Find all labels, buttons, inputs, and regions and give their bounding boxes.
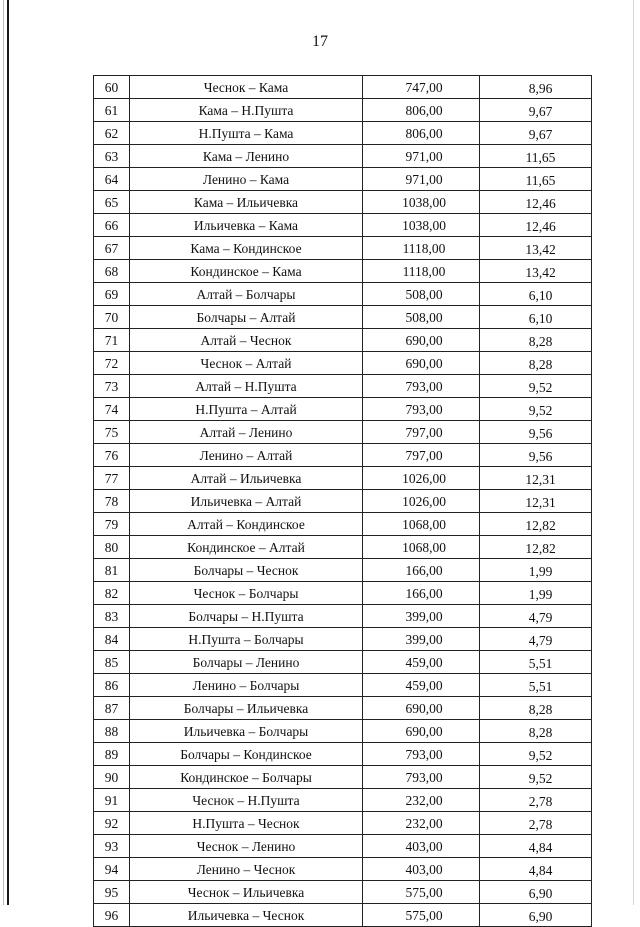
route-cell: Ильичевка – Алтай [130, 490, 363, 513]
fare-cell [480, 812, 592, 835]
distance-cell-text: 971,00 [405, 171, 443, 187]
fare-cell-text: 6,90 [528, 909, 553, 924]
distance-cell-text: 399,00 [405, 608, 443, 624]
fare-cell-text: 4,84 [528, 863, 553, 878]
row-number-cell: 82 [94, 582, 130, 605]
route-cell: Ленино – Чеснок [130, 858, 363, 881]
fare-cell-text: 1,99 [528, 587, 553, 602]
route-cell: Чеснок – Кама [130, 76, 363, 99]
table-row [94, 605, 592, 628]
fare-cell-text: 2,78 [528, 794, 553, 809]
distance-cell [363, 605, 480, 628]
table-row [94, 513, 592, 536]
distance-cell-text: 1118,00 [402, 263, 446, 279]
distance-cell [363, 122, 480, 145]
fare-cell-text: 1,99 [528, 564, 553, 579]
distance-cell-text: 1038,00 [402, 217, 446, 233]
route-cell: Кондинское – Кама [130, 260, 363, 283]
table-row [94, 352, 592, 375]
row-number-cell: 77 [94, 467, 130, 490]
fare-cell [480, 375, 592, 398]
distance-cell-text: 232,00 [405, 792, 443, 808]
row-number-cell: 95 [94, 881, 130, 904]
route-cell: Алтай – Ленино [130, 421, 363, 444]
fare-cell-text: 8,28 [528, 702, 553, 717]
fare-cell [480, 352, 592, 375]
route-cell: Чеснок – Ленино [130, 835, 363, 858]
row-number-cell: 66 [94, 214, 130, 237]
fare-cell [480, 214, 592, 237]
table-row [94, 421, 592, 444]
fare-cell [480, 789, 592, 812]
row-number-cell: 92 [94, 812, 130, 835]
row-number-cell: 90 [94, 766, 130, 789]
route-cell: Кама – Кондинское [130, 237, 363, 260]
table-row [94, 812, 592, 835]
distance-cell-text: 1026,00 [402, 493, 446, 509]
route-cell: Алтай – Ильичевка [130, 467, 363, 490]
row-number-cell: 74 [94, 398, 130, 421]
fare-cell-text: 5,51 [528, 656, 553, 671]
route-cell: Алтай – Чеснок [130, 329, 363, 352]
fare-cell-text: 2,78 [528, 817, 553, 832]
fare-cell-text: 12,82 [525, 518, 556, 533]
distance-cell [363, 720, 480, 743]
fare-cell [480, 881, 592, 904]
table-row [94, 743, 592, 766]
fare-table [93, 75, 592, 927]
table-row [94, 99, 592, 122]
fare-cell [480, 628, 592, 651]
row-number-cell: 61 [94, 99, 130, 122]
table-row [94, 467, 592, 490]
route-cell: Кама – Ленино [130, 145, 363, 168]
row-number-cell: 85 [94, 651, 130, 674]
table-row [94, 559, 592, 582]
distance-cell-text: 793,00 [405, 378, 443, 394]
fare-cell-text: 8,28 [528, 725, 553, 740]
fare-cell [480, 720, 592, 743]
distance-cell [363, 168, 480, 191]
table-row [94, 858, 592, 881]
fare-cell-text: 8,28 [528, 334, 553, 349]
row-number-cell: 81 [94, 559, 130, 582]
row-number-cell: 73 [94, 375, 130, 398]
distance-cell-text: 806,00 [405, 102, 443, 118]
route-cell: Ленино – Болчары [130, 674, 363, 697]
route-cell: Болчары – Ленино [130, 651, 363, 674]
distance-cell-text: 793,00 [405, 401, 443, 417]
route-cell: Чеснок – Алтай [130, 352, 363, 375]
distance-cell [363, 76, 480, 99]
fare-cell [480, 306, 592, 329]
row-number-cell: 87 [94, 697, 130, 720]
row-number-cell: 86 [94, 674, 130, 697]
fare-cell [480, 168, 592, 191]
table-row [94, 398, 592, 421]
distance-cell [363, 858, 480, 881]
row-number-cell: 89 [94, 743, 130, 766]
distance-cell [363, 145, 480, 168]
row-number-cell: 94 [94, 858, 130, 881]
fare-cell [480, 835, 592, 858]
distance-cell [363, 513, 480, 536]
table-row [94, 651, 592, 674]
fare-cell [480, 421, 592, 444]
fare-cell-text: 9,56 [528, 426, 553, 441]
distance-cell [363, 260, 480, 283]
route-cell: Кама – Н.Пушта [130, 99, 363, 122]
fare-cell [480, 536, 592, 559]
distance-cell [363, 421, 480, 444]
row-number-cell: 69 [94, 283, 130, 306]
fare-cell [480, 398, 592, 421]
fare-cell-text: 6,10 [528, 311, 553, 326]
distance-cell-text: 806,00 [405, 125, 443, 141]
fare-cell-text: 11,65 [525, 150, 556, 165]
fare-cell [480, 858, 592, 881]
row-number-cell: 67 [94, 237, 130, 260]
row-number-cell: 70 [94, 306, 130, 329]
table-row [94, 214, 592, 237]
distance-cell [363, 835, 480, 858]
distance-cell-text: 1026,00 [402, 470, 446, 486]
fare-cell-text: 6,10 [528, 288, 553, 303]
distance-cell-text: 1068,00 [402, 516, 446, 532]
table-row [94, 582, 592, 605]
row-number-cell: 62 [94, 122, 130, 145]
table-row [94, 628, 592, 651]
distance-cell-text: 575,00 [405, 884, 443, 900]
row-number-cell: 79 [94, 513, 130, 536]
fare-cell [480, 904, 592, 927]
distance-cell [363, 444, 480, 467]
table-row [94, 835, 592, 858]
route-cell: Кондинское – Болчары [130, 766, 363, 789]
fare-cell-text: 8,96 [528, 81, 553, 96]
scan-edge-line [7, 0, 9, 905]
distance-cell-text: 508,00 [405, 309, 443, 325]
fare-table-body [94, 76, 592, 927]
row-number-cell: 63 [94, 145, 130, 168]
distance-cell [363, 904, 480, 927]
fare-cell [480, 766, 592, 789]
fare-cell-text: 9,52 [528, 771, 553, 786]
distance-cell [363, 237, 480, 260]
distance-cell [363, 536, 480, 559]
fare-cell [480, 582, 592, 605]
row-number-cell: 78 [94, 490, 130, 513]
route-cell: Ильичевка – Кама [130, 214, 363, 237]
distance-cell [363, 559, 480, 582]
fare-cell-text: 11,65 [525, 173, 556, 188]
distance-cell [363, 191, 480, 214]
row-number-cell: 64 [94, 168, 130, 191]
table-row [94, 444, 592, 467]
fare-cell [480, 237, 592, 260]
distance-cell-text: 575,00 [405, 907, 443, 923]
table-row [94, 122, 592, 145]
distance-cell [363, 214, 480, 237]
page-number: 17 [312, 33, 328, 50]
fare-cell-text: 9,52 [528, 748, 553, 763]
route-cell: Ленино – Алтай [130, 444, 363, 467]
fare-cell-text: 9,56 [528, 449, 553, 464]
fare-cell [480, 605, 592, 628]
distance-cell-text: 166,00 [405, 585, 443, 601]
distance-cell [363, 766, 480, 789]
distance-cell-text: 459,00 [405, 654, 443, 670]
distance-cell-text: 459,00 [405, 677, 443, 693]
distance-cell-text: 1038,00 [402, 194, 446, 210]
route-cell: Ильичевка – Болчары [130, 720, 363, 743]
distance-cell [363, 352, 480, 375]
fare-cell [480, 191, 592, 214]
row-number-cell: 93 [94, 835, 130, 858]
scan-edge-right-line [633, 0, 634, 905]
fare-cell-text: 12,31 [525, 472, 556, 487]
fare-cell [480, 651, 592, 674]
distance-cell [363, 398, 480, 421]
row-number-cell: 65 [94, 191, 130, 214]
distance-cell [363, 99, 480, 122]
table-row [94, 260, 592, 283]
route-cell: Н.Пушта – Кама [130, 122, 363, 145]
table-row [94, 329, 592, 352]
route-cell: Чеснок – Болчары [130, 582, 363, 605]
distance-cell-text: 797,00 [405, 424, 443, 440]
route-cell: Н.Пушта – Чеснок [130, 812, 363, 835]
table-row [94, 904, 592, 927]
distance-cell [363, 697, 480, 720]
table-row [94, 306, 592, 329]
row-number-cell: 96 [94, 904, 130, 927]
table-row [94, 536, 592, 559]
row-number-cell: 76 [94, 444, 130, 467]
table-row [94, 766, 592, 789]
table-row [94, 720, 592, 743]
distance-cell-text: 690,00 [405, 332, 443, 348]
route-cell: Кондинское – Алтай [130, 536, 363, 559]
table-row [94, 375, 592, 398]
fare-cell [480, 674, 592, 697]
distance-cell-text: 403,00 [405, 838, 443, 854]
distance-cell [363, 881, 480, 904]
fare-cell [480, 260, 592, 283]
distance-cell [363, 283, 480, 306]
fare-cell [480, 490, 592, 513]
fare-cell [480, 444, 592, 467]
fare-cell-text: 12,31 [525, 495, 556, 510]
fare-cell [480, 122, 592, 145]
distance-cell-text: 690,00 [405, 723, 443, 739]
table-row [94, 283, 592, 306]
fare-cell-text: 8,28 [528, 357, 553, 372]
distance-cell-text: 166,00 [405, 562, 443, 578]
route-cell: Болчары – Н.Пушта [130, 605, 363, 628]
fare-cell-text: 6,90 [528, 886, 553, 901]
distance-cell [363, 674, 480, 697]
distance-cell-text: 1068,00 [402, 539, 446, 555]
table-row [94, 697, 592, 720]
fare-cell [480, 329, 592, 352]
route-cell: Чеснок – Н.Пушта [130, 789, 363, 812]
table-row [94, 674, 592, 697]
distance-cell [363, 306, 480, 329]
fare-cell-text: 4,79 [528, 633, 553, 648]
row-number-cell: 60 [94, 76, 130, 99]
distance-cell [363, 628, 480, 651]
fare-cell [480, 99, 592, 122]
route-cell: Алтай – Болчары [130, 283, 363, 306]
fare-cell-text: 13,42 [525, 265, 556, 280]
table-row [94, 789, 592, 812]
fare-cell [480, 513, 592, 536]
route-cell: Кама – Ильичевка [130, 191, 363, 214]
route-cell: Алтай – Н.Пушта [130, 375, 363, 398]
route-cell: Болчары – Кондинское [130, 743, 363, 766]
table-row [94, 76, 592, 99]
row-number-cell: 88 [94, 720, 130, 743]
fare-cell [480, 743, 592, 766]
distance-cell-text: 508,00 [405, 286, 443, 302]
route-cell: Болчары – Ильичевка [130, 697, 363, 720]
fare-cell-text: 9,67 [528, 127, 553, 142]
row-number-cell: 75 [94, 421, 130, 444]
fare-cell-text: 9,67 [528, 104, 553, 119]
row-number-cell: 72 [94, 352, 130, 375]
route-cell: Алтай – Кондинское [130, 513, 363, 536]
route-cell: Болчары – Чеснок [130, 559, 363, 582]
route-cell: Болчары – Алтай [130, 306, 363, 329]
scan-edge-shadow [3, 0, 4, 905]
distance-cell [363, 651, 480, 674]
distance-cell [363, 329, 480, 352]
fare-cell-text: 12,46 [525, 196, 556, 211]
fare-cell [480, 76, 592, 99]
fare-cell-text: 5,51 [528, 679, 553, 694]
distance-cell-text: 403,00 [405, 861, 443, 877]
distance-cell-text: 690,00 [405, 355, 443, 371]
fare-cell-text: 9,52 [528, 403, 553, 418]
route-cell: Н.Пушта – Алтай [130, 398, 363, 421]
distance-cell [363, 467, 480, 490]
row-number-cell: 68 [94, 260, 130, 283]
fare-cell-text: 4,84 [528, 840, 553, 855]
fare-cell [480, 559, 592, 582]
table-row [94, 881, 592, 904]
row-number-cell: 91 [94, 789, 130, 812]
route-cell: Ильичевка – Чеснок [130, 904, 363, 927]
fare-cell [480, 697, 592, 720]
distance-cell [363, 789, 480, 812]
fare-cell [480, 467, 592, 490]
distance-cell-text: 797,00 [405, 447, 443, 463]
distance-cell [363, 743, 480, 766]
fare-cell-text: 4,79 [528, 610, 553, 625]
distance-cell [363, 812, 480, 835]
distance-cell-text: 232,00 [405, 815, 443, 831]
route-cell: Чеснок – Ильичевка [130, 881, 363, 904]
row-number-cell: 80 [94, 536, 130, 559]
table-row [94, 237, 592, 260]
distance-cell [363, 582, 480, 605]
fare-cell-text: 13,42 [525, 242, 556, 257]
fare-cell-text: 9,52 [528, 380, 553, 395]
table-row [94, 145, 592, 168]
fare-cell [480, 283, 592, 306]
distance-cell-text: 399,00 [405, 631, 443, 647]
distance-cell-text: 747,00 [405, 79, 443, 95]
row-number-cell: 83 [94, 605, 130, 628]
distance-cell-text: 793,00 [405, 746, 443, 762]
table-row [94, 168, 592, 191]
fare-cell-text: 12,82 [525, 541, 556, 556]
route-cell: Н.Пушта – Болчары [130, 628, 363, 651]
fare-cell-text: 12,46 [525, 219, 556, 234]
distance-cell [363, 375, 480, 398]
distance-cell-text: 971,00 [405, 148, 443, 164]
distance-cell-text: 690,00 [405, 700, 443, 716]
distance-cell-text: 1118,00 [402, 240, 446, 256]
distance-cell [363, 490, 480, 513]
row-number-cell: 71 [94, 329, 130, 352]
distance-cell-text: 793,00 [405, 769, 443, 785]
row-number-cell: 84 [94, 628, 130, 651]
table-row [94, 490, 592, 513]
fare-cell [480, 145, 592, 168]
table-row [94, 191, 592, 214]
route-cell: Ленино – Кама [130, 168, 363, 191]
